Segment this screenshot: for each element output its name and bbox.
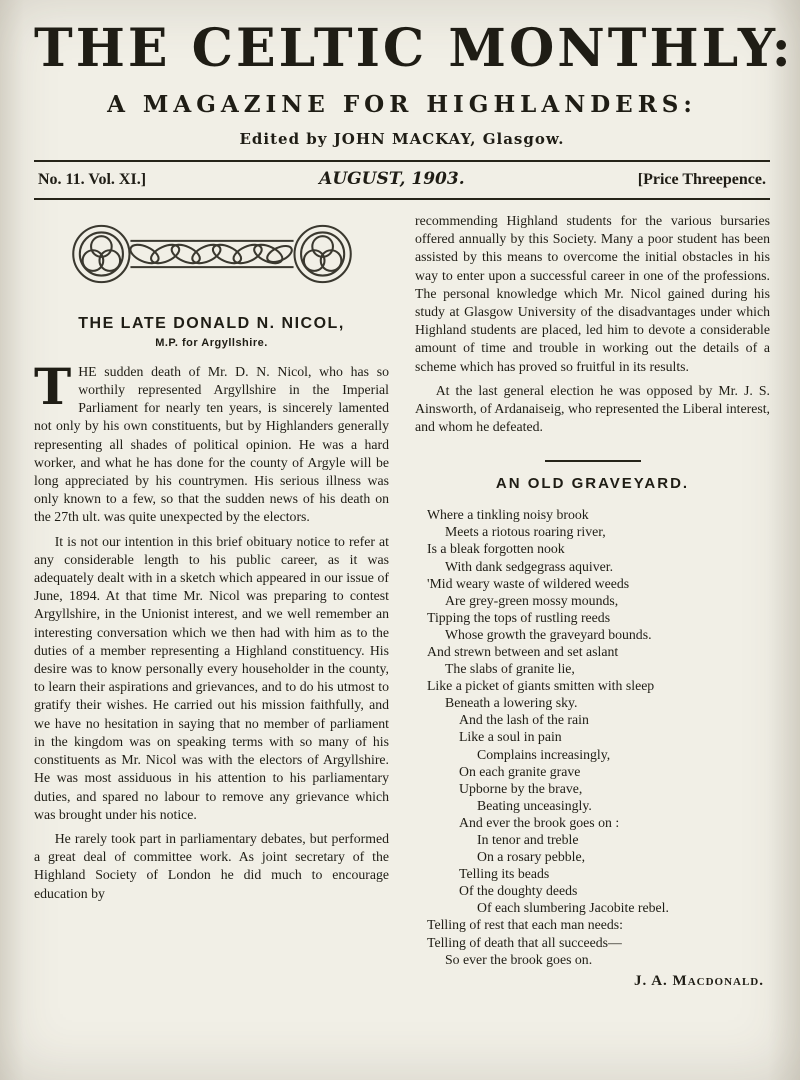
- magazine-subtitle: A MAGAZINE FOR HIGHLANDERS:: [107, 91, 697, 118]
- poem-line: The slabs of granite lie,: [445, 661, 575, 677]
- poem-line: On each granite grave: [459, 763, 581, 779]
- article-paragraph: He rarely took part in parliamentary debates, but performed a great deal of committee work. As joint secretary of the Highland Society of London he did much to encourage education by: [34, 830, 389, 901]
- poem-heading: AN OLD GRAVEYARD.: [495, 475, 690, 493]
- issue-row: [34, 162, 770, 198]
- poem-line: Beating unceasingly.: [477, 797, 592, 813]
- poem-line: And the lash of the rain: [459, 712, 589, 728]
- poem-line: Telling its beads: [459, 866, 550, 882]
- celtic-knotwork-ornament-icon: [34, 214, 389, 299]
- poem: [415, 506, 770, 968]
- poem-line: With dank sedgegrass aquiver.: [445, 558, 614, 574]
- bottom-rule: [34, 198, 770, 200]
- poem-line: In tenor and treble: [477, 832, 579, 848]
- poem-line: Whose growth the graveyard bounds.: [445, 626, 652, 642]
- issue-date: AUGUST, 1903.: [319, 169, 465, 189]
- article-subheading: M.P. for Argyllshire.: [155, 337, 268, 350]
- section-divider: [545, 460, 641, 462]
- poem-line: Of the doughty deeds: [459, 883, 578, 899]
- poem-line: Like a picket of giants smitten with sleep: [427, 678, 655, 694]
- poem-line: Meets a riotous roaring river,: [445, 524, 606, 540]
- page-columns: [34, 212, 770, 992]
- poem-line: Telling of rest that each man needs:: [427, 917, 623, 933]
- article-paragraph: At the last general election he was opposed by Mr. J. S. Ainsworth, of Ardanaiseig, who represented the Liberal interest, and whom he defeated.: [415, 382, 770, 435]
- masthead: [34, 18, 794, 148]
- lead-text: HE sudden death of Mr. D. N. Nicol, who has so worthily represented Argyllshire in the Imperial Parliament for nearly ten years, is sincerely lamented not only by his own constituents, but by Highlanders generally representing all shades of political opinion. He was a hard worker, and what he has done for the county of Argyle will be long appreciated by his countrymen. His serious illness was only known to a few, so that the sudden news of his death on the 27th ult. was quite unexpected by the electors.: [34, 363, 389, 525]
- poem-line: And ever the brook goes on :: [459, 814, 620, 830]
- poem-line: Tipping the tops of rustling reeds: [427, 609, 611, 625]
- poem-line: Where a tinkling noisy brook: [427, 507, 589, 523]
- article-lead-paragraph: [34, 356, 389, 527]
- poem-line: Of each slumbering Jacobite rebel.: [477, 900, 669, 916]
- poem-line: Complains increasingly,: [477, 746, 611, 762]
- poem-line: Telling of death that all succeeds—: [427, 934, 622, 950]
- article-heading: THE LATE DONALD N. NICOL,: [78, 315, 345, 333]
- right-column: [415, 212, 770, 992]
- issue-number: No. 11. Vol. XI.]: [38, 171, 147, 188]
- magazine-title: THE CELTIC MONTHLY:: [34, 18, 794, 79]
- poem-line: And strewn between and set aslant: [427, 643, 619, 659]
- poem-line: Like a soul in pain: [459, 729, 562, 745]
- poem-line: Is a bleak forgotten nook: [427, 541, 565, 557]
- poem-line: Are grey-green mossy mounds,: [445, 592, 619, 608]
- poem-line: So ever the brook goes on.: [445, 951, 593, 967]
- edited-by-line: Edited by JOHN MACKAY, Glasgow.: [239, 130, 565, 148]
- article-paragraph: It is not our intention in this brief obituary notice to refer at any considerable length to his public career, as it was adequately dealt with in a sketch which appeared in our issue of June, 1894. At that time Mr. Nicol was preparing to contest Argyllshire, in the Unionist interest, and we well remember an interesting conversation which we then had with him as to the duties of a member representing a Highland constituency. His desire was to know personally every householder in the county, to learn their aspirations and grievances, and to do his utmost to gratify their wishes. He carried out his mission faithfully, and we have no hesitation in saying that no member of parliament in the kingdom was on speaking terms with so many of his constituents as Mr. Nicol was with the electors of Argyllshire. He was most assiduous in his attention to his parliamentary duties, and spared no labour to remove any grievance which was brought under his notice.: [34, 533, 389, 822]
- issue-price: [Price Threepence.: [637, 171, 766, 188]
- poem-line: On a rosary pebble,: [477, 849, 586, 865]
- poem-line: 'Mid weary waste of wildered weeds: [427, 575, 630, 591]
- poem-signature: J. A. Macdonald.: [634, 972, 764, 989]
- poem-line: Upborne by the brave,: [459, 780, 583, 796]
- left-column: [34, 212, 389, 992]
- article-paragraph-continuation: recommending Highland students for the various bursaries offered annually by this Society. Many a poor student has been assisted by this means to overcome the initial obstacles in his way to enter upon a successful career in one of the professions. The personal knowledge which Mr. Nicol gained during his study at Glasgow University of the disadvantages under which Highland students are placed, led him to devote a considerable amount of time and trouble in working out the details of a scheme which has proved so fruitful in its results.: [415, 213, 770, 374]
- poem-line: Beneath a lowering sky.: [445, 695, 578, 711]
- dropcap-initial: T: [34, 356, 72, 416]
